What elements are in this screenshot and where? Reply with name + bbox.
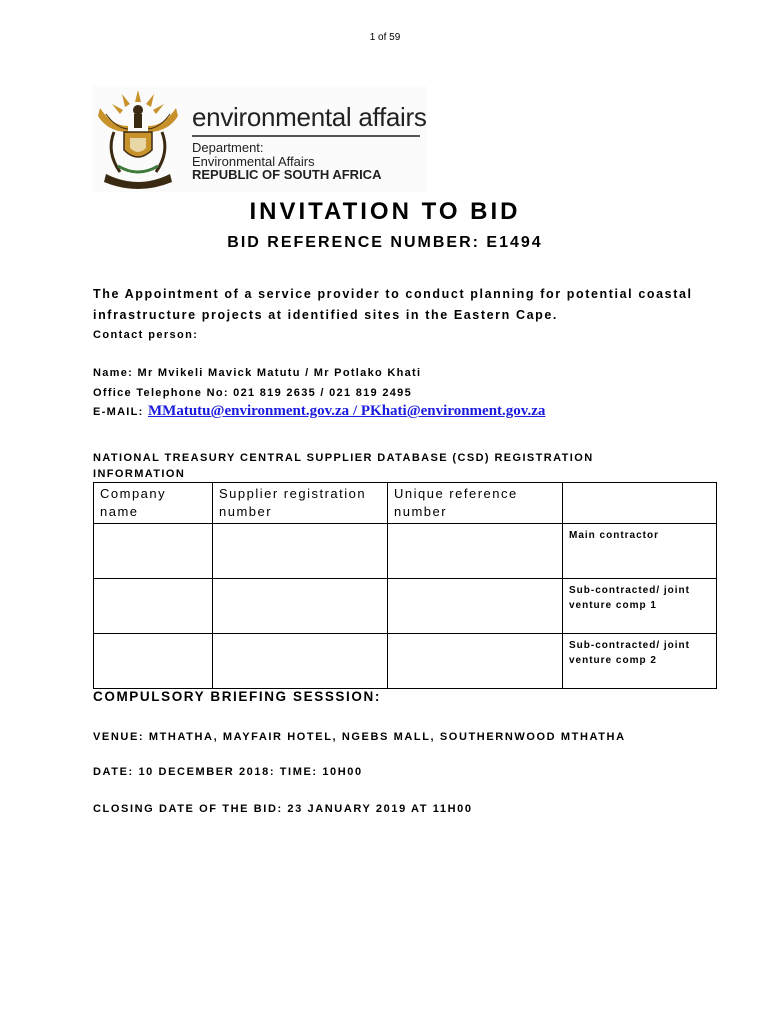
contact-label: Contact person: xyxy=(93,329,199,341)
row-label-jv2: Sub-contracted/ joint venture comp 2 xyxy=(563,634,717,689)
column-header-reference: Unique reference number xyxy=(388,483,563,524)
table-row xyxy=(94,579,717,634)
table-header-row xyxy=(94,483,717,524)
column-header-supplier: Supplier registration number xyxy=(213,483,388,524)
cell-supplier-jv2[interactable] xyxy=(213,634,388,689)
cell-reference-main[interactable] xyxy=(388,524,563,579)
logo-divider xyxy=(192,135,420,137)
cell-reference-jv2[interactable] xyxy=(388,634,563,689)
logo-department-name: Environmental Affairs xyxy=(192,154,315,169)
cell-company-main[interactable] xyxy=(94,524,213,579)
cell-company-jv2[interactable] xyxy=(94,634,213,689)
column-header-company: Company name xyxy=(94,483,213,524)
cell-company-jv1[interactable] xyxy=(94,579,213,634)
contact-email xyxy=(93,403,545,420)
column-header-role xyxy=(563,483,717,524)
logo-country: REPUBLIC OF SOUTH AFRICA xyxy=(192,167,382,182)
logo-title: environmental affairs xyxy=(192,102,427,132)
cell-supplier-jv1[interactable] xyxy=(213,579,388,634)
logo-department-label: Department: xyxy=(192,140,264,155)
page-number: 1 of 59 xyxy=(369,32,401,43)
csd-heading: NATIONAL TREASURY CENTRAL SUPPLIER DATABASE (CSD) REGISTRATION INFORMATION xyxy=(93,452,594,480)
csd-registration-table xyxy=(93,482,717,689)
email-link-khati[interactable]: PKhati@environment.gov.za xyxy=(360,403,546,419)
email-link-matutu[interactable]: MMatutu@environment.gov.za xyxy=(148,403,350,419)
table-row xyxy=(94,634,717,689)
closing-date: CLOSING DATE OF THE BID: 23 JANUARY 2019 AT 11H00 xyxy=(93,803,473,815)
contact-telephone: Office Telephone No: 021 819 2635 / 021 819 2495 xyxy=(93,387,413,399)
briefing-heading: COMPULSORY BRIEFING SESSSION: xyxy=(93,689,381,704)
bid-reference: BID REFERENCE NUMBER: E1494 xyxy=(227,234,543,251)
coat-of-arms-icon xyxy=(92,86,184,192)
row-label-jv1: Sub-contracted/ joint venture comp 1 xyxy=(563,579,717,634)
row-label-main-contractor: Main contractor xyxy=(563,524,717,579)
contact-name: Name: Mr Mvikeli Mavick Matutu / Mr Potlako Khati xyxy=(93,367,422,379)
cell-supplier-main[interactable] xyxy=(213,524,388,579)
email-label: E-MAIL: xyxy=(93,406,149,418)
bid-description: The Appointment of a service provider to conduct planning for potential coastal infrastructure projects at identified sites in the Eastern Cape. xyxy=(93,287,693,322)
document-title: INVITATION TO BID xyxy=(249,198,521,225)
briefing-venue: VENUE: MTHATHA, MAYFAIR HOTEL, NGEBS MALL, SOUTHERNWOOD MTHATHA xyxy=(93,731,626,743)
department-logo xyxy=(92,86,427,192)
email-separator: / xyxy=(349,403,361,419)
cell-reference-jv1[interactable] xyxy=(388,579,563,634)
briefing-date: DATE: 10 DECEMBER 2018: TIME: 10H00 xyxy=(93,766,363,778)
table-row xyxy=(94,524,717,579)
